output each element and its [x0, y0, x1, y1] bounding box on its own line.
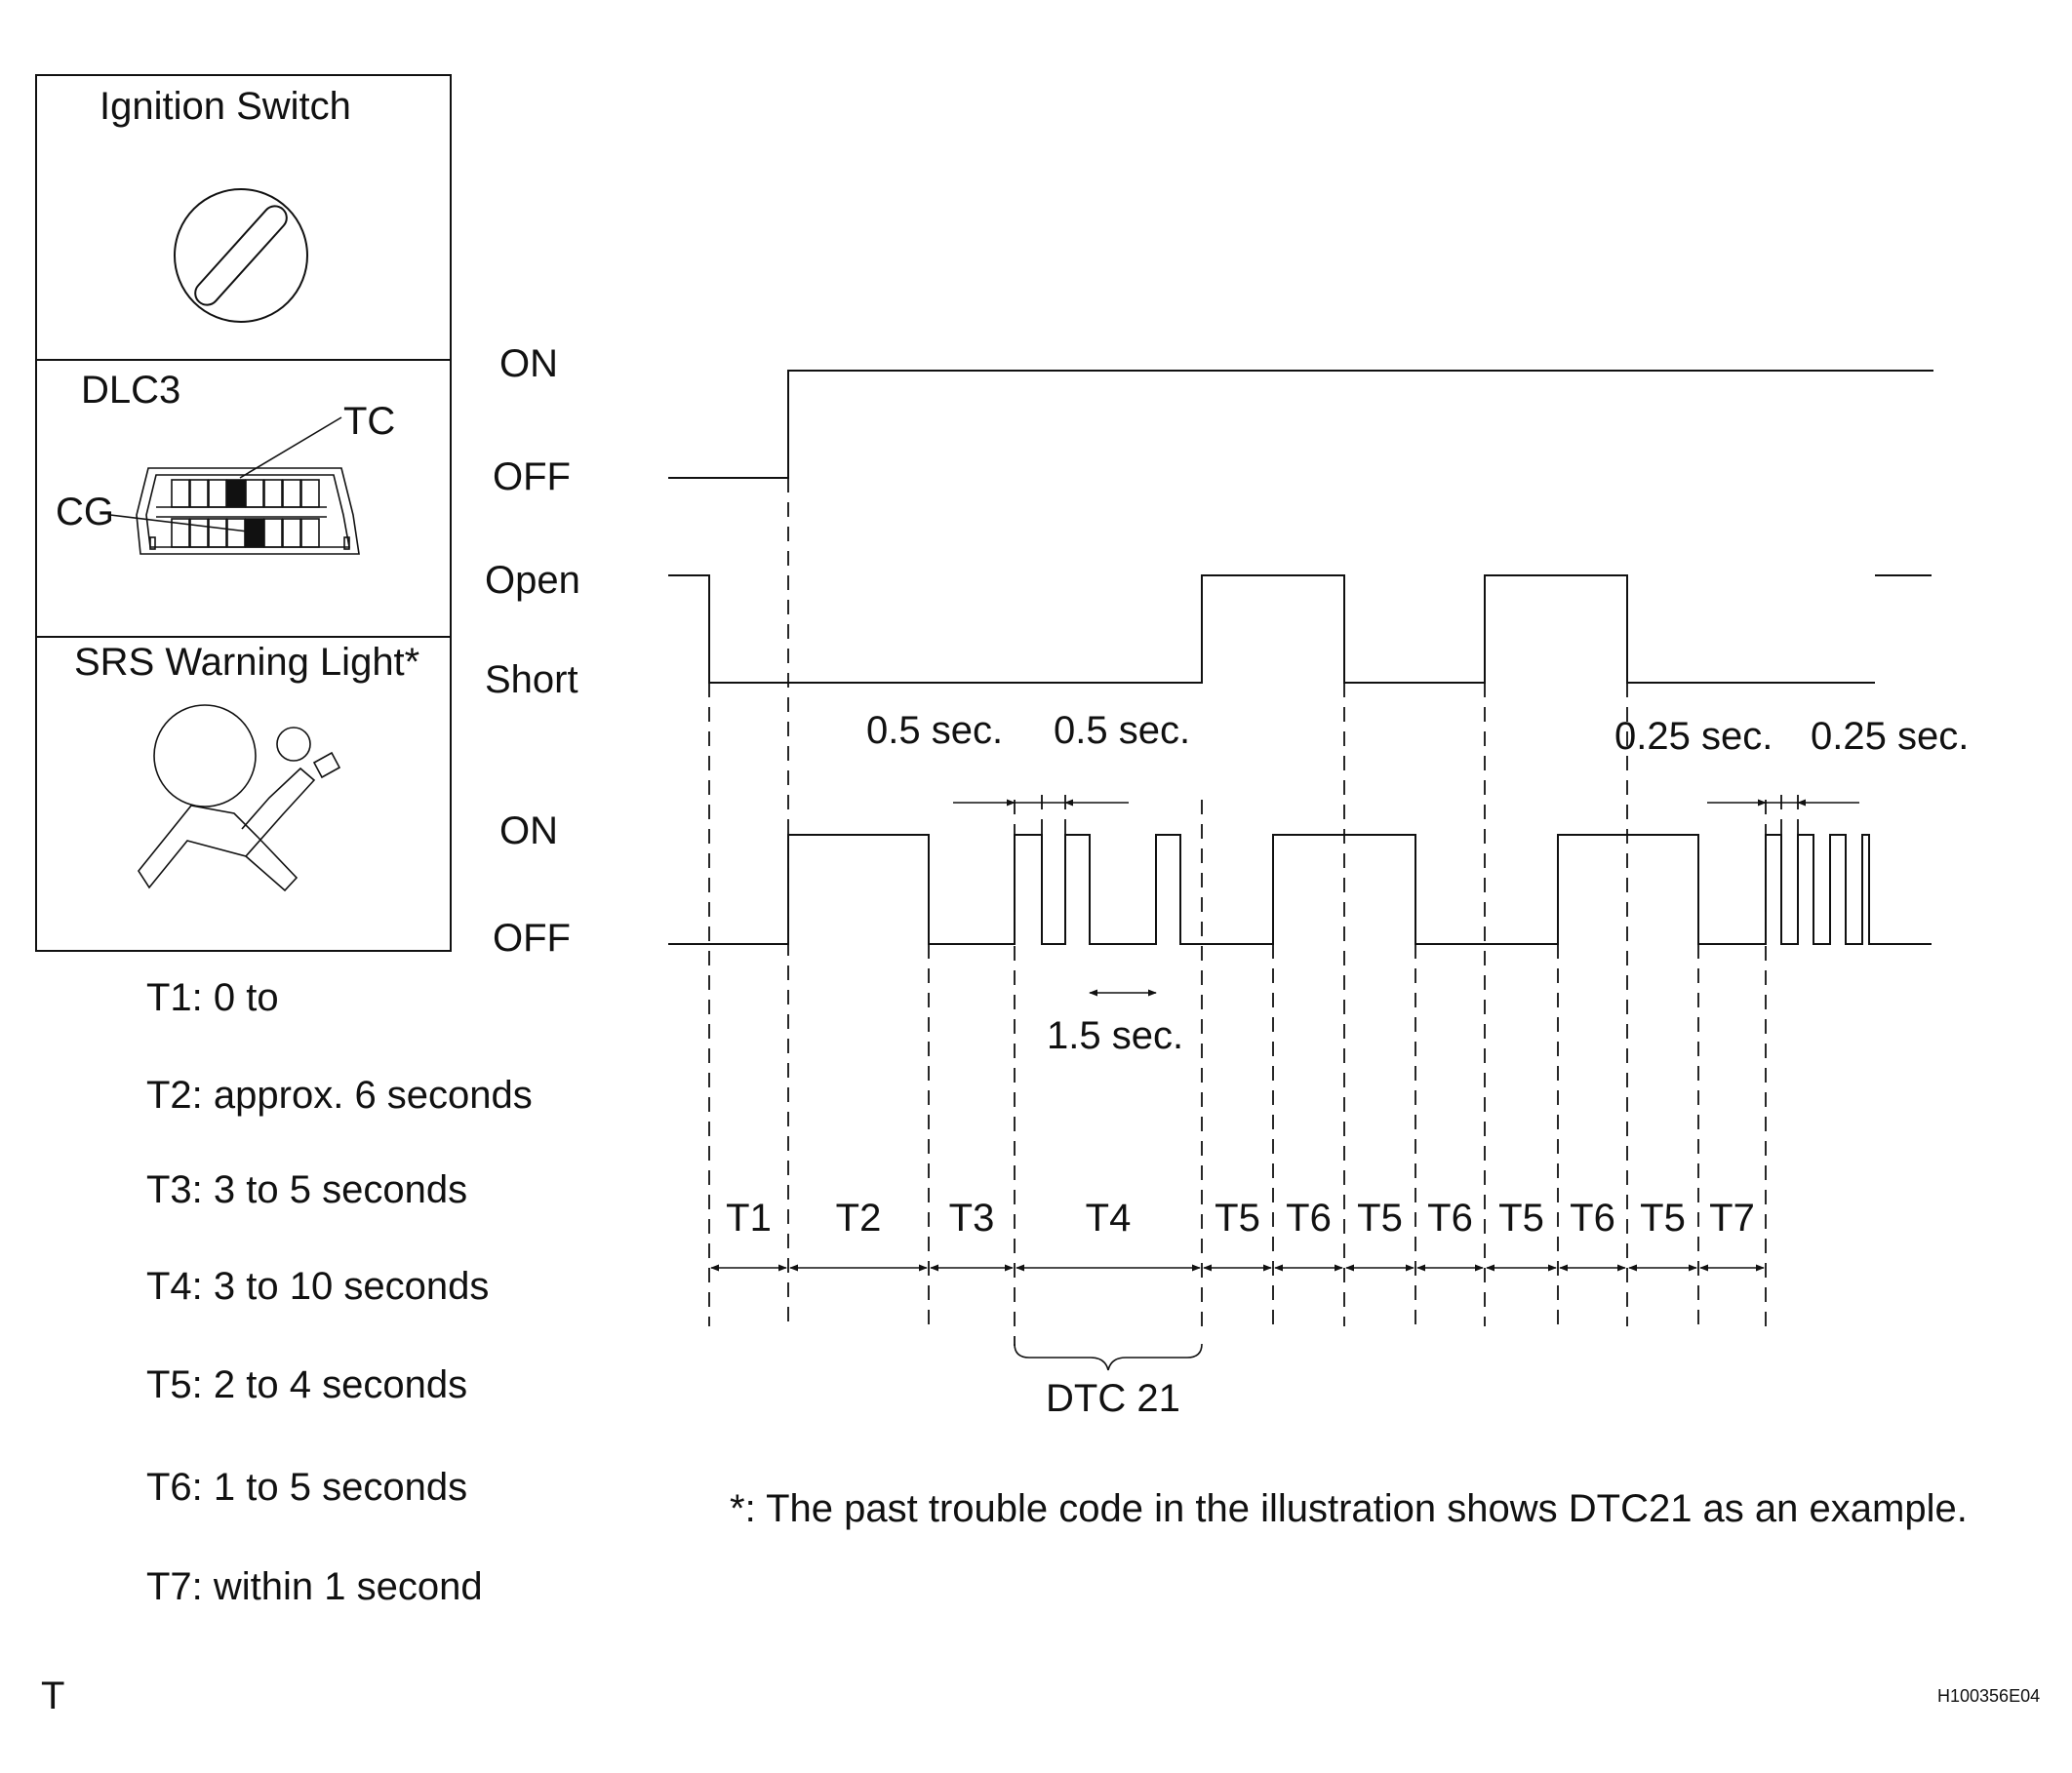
tc-pin: [227, 480, 245, 507]
cg-pin: [246, 519, 263, 547]
dlc3-connector-icon: [137, 468, 359, 554]
dlc3-tc-label: TC: [343, 400, 396, 443]
legend-item: T6: 1 to 5 seconds: [146, 1466, 468, 1509]
interval-label: T5: [1640, 1197, 1686, 1240]
interval-label: T5: [1498, 1197, 1544, 1240]
warning-light-waveform: [668, 835, 1932, 944]
airbag-warning-icon: [139, 705, 339, 890]
light-off-label: OFF: [493, 917, 571, 960]
left-panel: [36, 75, 451, 951]
interval-label: T4: [1085, 1197, 1132, 1240]
ignition-switch-title: Ignition Switch: [100, 85, 351, 128]
interval-legend: [146, 976, 533, 1608]
legend-item: T4: 3 to 10 seconds: [146, 1265, 490, 1308]
srs-warning-light-title: SRS Warning Light*: [74, 641, 420, 684]
interval-label: T6: [1286, 1197, 1332, 1240]
interval-label: T1: [726, 1197, 772, 1240]
ignition-waveform: [668, 371, 1933, 478]
tc-open-label: Open: [485, 559, 580, 602]
ignition-on-label: ON: [499, 342, 558, 385]
interval-label: T2: [835, 1197, 882, 1240]
footnote: *: The past trouble code in the illustration shows DTC21 as an example.: [730, 1487, 1968, 1530]
pulse-timing-annotations-1: [866, 709, 1190, 1057]
dlc3-title: DLC3: [81, 369, 181, 412]
ignition-key-icon: [175, 189, 307, 322]
pulse-on-duration-2: 0.25 sec.: [1614, 715, 1773, 758]
figure-code: H100356E04: [1937, 1686, 2041, 1706]
legend-item: T1: 0 to: [146, 976, 279, 1019]
interval-label: T3: [948, 1197, 995, 1240]
ignition-off-label: OFF: [493, 455, 571, 498]
interval-label: T5: [1357, 1197, 1403, 1240]
dtc-label: DTC 21: [1046, 1377, 1180, 1420]
interval-label: T6: [1570, 1197, 1615, 1240]
tc-cg-waveform: [668, 575, 1875, 683]
pulse-timing-annotations-2: [1614, 715, 1969, 835]
pause-duration-1: 1.5 sec.: [1047, 1014, 1184, 1057]
pulse-on-duration-1: 0.5 sec.: [866, 709, 1004, 752]
dlc3-cg-label: CG: [56, 491, 114, 533]
interval-label: T7: [1709, 1197, 1755, 1240]
interval-label: T6: [1427, 1197, 1473, 1240]
tc-short-label: Short: [485, 658, 578, 701]
legend-item: T3: 3 to 5 seconds: [146, 1168, 468, 1211]
corner-letter: T: [41, 1674, 65, 1717]
legend-item: T2: approx. 6 seconds: [146, 1074, 533, 1117]
pulse-off-duration-1: 0.5 sec.: [1054, 709, 1191, 752]
dtc-brace: [1015, 1344, 1202, 1370]
legend-item: T7: within 1 second: [146, 1565, 483, 1608]
interval-labels: [726, 1197, 1755, 1240]
interval-label: T5: [1215, 1197, 1260, 1240]
light-on-label: ON: [499, 809, 558, 852]
pulse-off-duration-2: 0.25 sec.: [1811, 715, 1970, 758]
legend-item: T5: 2 to 4 seconds: [146, 1363, 468, 1406]
